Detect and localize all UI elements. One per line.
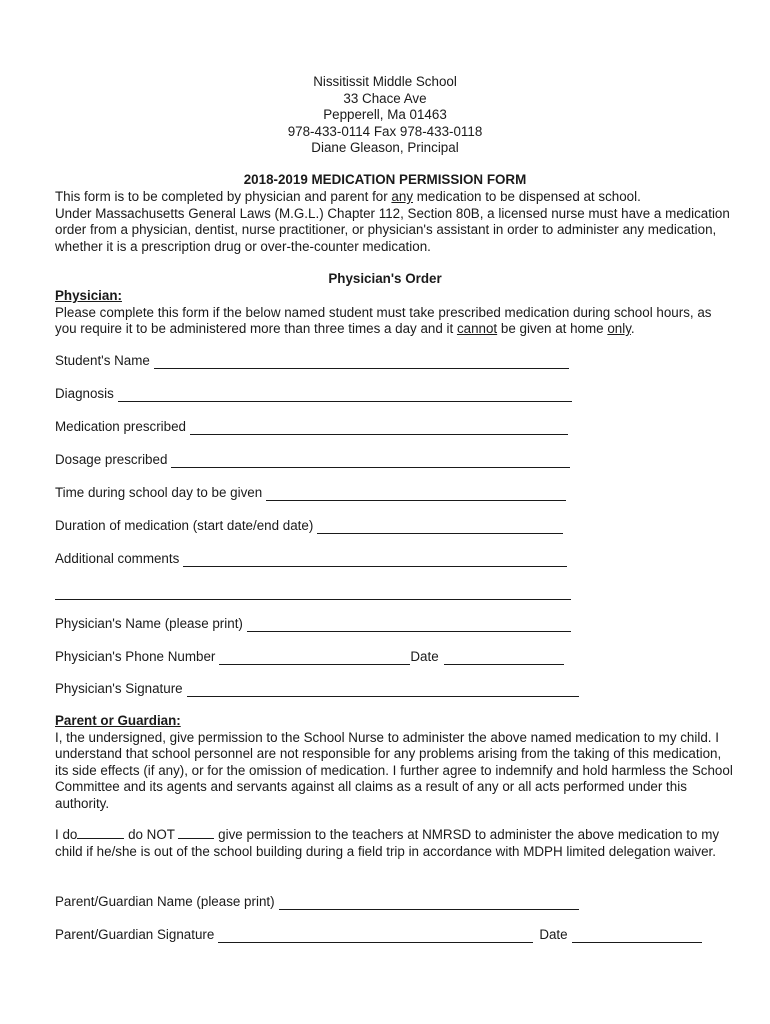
physician-phone-field[interactable] (219, 651, 410, 665)
school-street: 33 Chace Ave (343, 90, 427, 106)
intro-text-a: This form is to be completed by physician and parent for (55, 189, 392, 204)
physician-phone-label: Physician's Phone Number (55, 648, 216, 664)
comments-row (55, 549, 567, 567)
physician-section-label: Physician: (55, 288, 122, 303)
i-do-label: I do (55, 827, 78, 842)
school-phone: 978-433-0114 Fax 978-433-0118 (287, 123, 483, 139)
student-name-row (55, 351, 569, 369)
parent-name-field[interactable] (279, 896, 579, 910)
diagnosis-field[interactable] (118, 388, 572, 402)
dosage-field[interactable] (171, 454, 570, 468)
medication-row (55, 417, 568, 435)
dosage-row (55, 450, 570, 468)
comments-field[interactable] (183, 553, 567, 567)
intro-law-text: Under Massachusetts General Laws (M.G.L.) Chapter 112, Section 80B, a licensed nurse must have a medication order from a physician, dentist, nurse practitioner, or physician's assistant in order to administer any medication, whether it is a prescription drug or over-the-counter medication. (55, 205, 730, 254)
physician-date-field[interactable] (444, 651, 564, 665)
physician-signature-field[interactable] (187, 683, 579, 697)
comments-label: Additional comments (55, 550, 180, 566)
field-trip-text: give permission to the teachers at NMRSD to administer the above medication to my child if he/she is out of the school building during a field trip in accordance with MDPH limited delegation waiver. (55, 827, 720, 859)
parent-signature-row (55, 925, 702, 943)
physician-name-field[interactable] (247, 618, 571, 632)
duration-row (55, 516, 563, 534)
parent-section (55, 713, 735, 812)
parent-section-label: Parent or Guardian: (55, 713, 181, 728)
physician-instructions-a: Please complete this form if the below named student must take prescribed medication during school hours, as you require it to be administered more than three times a day and it (55, 304, 712, 336)
do-not-blank[interactable] (178, 827, 214, 839)
medication-label: Medication prescribed (55, 418, 186, 434)
time-field[interactable] (266, 487, 566, 501)
intro-any-emphasis: any (391, 189, 414, 204)
comments-field-line-2[interactable] (55, 586, 571, 600)
school-city: Pepperell, Ma 01463 (323, 107, 447, 122)
student-name-field[interactable] (154, 355, 569, 369)
physician-signature-label: Physician's Signature (55, 680, 183, 696)
physician-date-label: Date (410, 648, 439, 664)
physician-section (55, 288, 735, 338)
diagnosis-row (55, 384, 572, 402)
medication-field[interactable] (190, 421, 568, 435)
only-emphasis: only (607, 321, 631, 336)
physician-signature-row (55, 679, 579, 697)
physician-name-row (55, 614, 571, 632)
physician-instructions-c: . (630, 321, 635, 336)
parent-date-field[interactable] (572, 929, 702, 943)
do-not-label: do NOT (124, 827, 179, 842)
physician-name-label: Physician's Name (please print) (55, 615, 243, 631)
duration-field[interactable] (317, 520, 563, 534)
parent-name-row (55, 892, 579, 910)
time-row (55, 483, 566, 501)
physician-phone-row (55, 647, 564, 665)
parent-date-label: Date (539, 926, 568, 942)
form-title: 2018-2019 MEDICATION PERMISSION FORM (243, 172, 527, 187)
physicians-order-heading: Physician's Order (328, 271, 442, 286)
dosage-label: Dosage prescribed (55, 451, 168, 467)
school-name: Nissitissit Middle School (313, 74, 457, 89)
parent-signature-label: Parent/Guardian Signature (55, 926, 215, 942)
intro-line-1 (55, 189, 735, 206)
physician-instructions-b: be given at home (497, 321, 608, 336)
student-name-label: Student's Name (55, 352, 150, 368)
comments-row-2 (55, 582, 571, 600)
field-trip-paragraph (55, 827, 735, 860)
school-principal: Diane Gleason, Principal (311, 140, 459, 155)
cannot-emphasis: cannot (456, 321, 498, 336)
physician-instructions (55, 305, 735, 338)
school-letterhead (0, 74, 770, 157)
parent-consent-text: I, the undersigned, give permission to the School Nurse to administer the above named medication to my child. I understand that school personnel are not responsible for any problems arising from the taking of this medication, its side effects (if any), or for the omission of medication. I further agree to indemnify and hold harmless the School Committee and its agents and servants against all claims as a result of any or all acts performed under this authority. (55, 729, 733, 811)
time-label: Time during school day to be given (55, 484, 263, 500)
i-do-blank[interactable] (77, 827, 124, 839)
diagnosis-label: Diagnosis (55, 385, 114, 401)
parent-name-label: Parent/Guardian Name (please print) (55, 893, 275, 909)
duration-label: Duration of medication (start date/end date) (55, 517, 314, 533)
intro-text-b: medication to be dispensed at school. (413, 189, 641, 204)
intro-paragraph (55, 189, 735, 255)
parent-signature-field[interactable] (218, 929, 533, 943)
